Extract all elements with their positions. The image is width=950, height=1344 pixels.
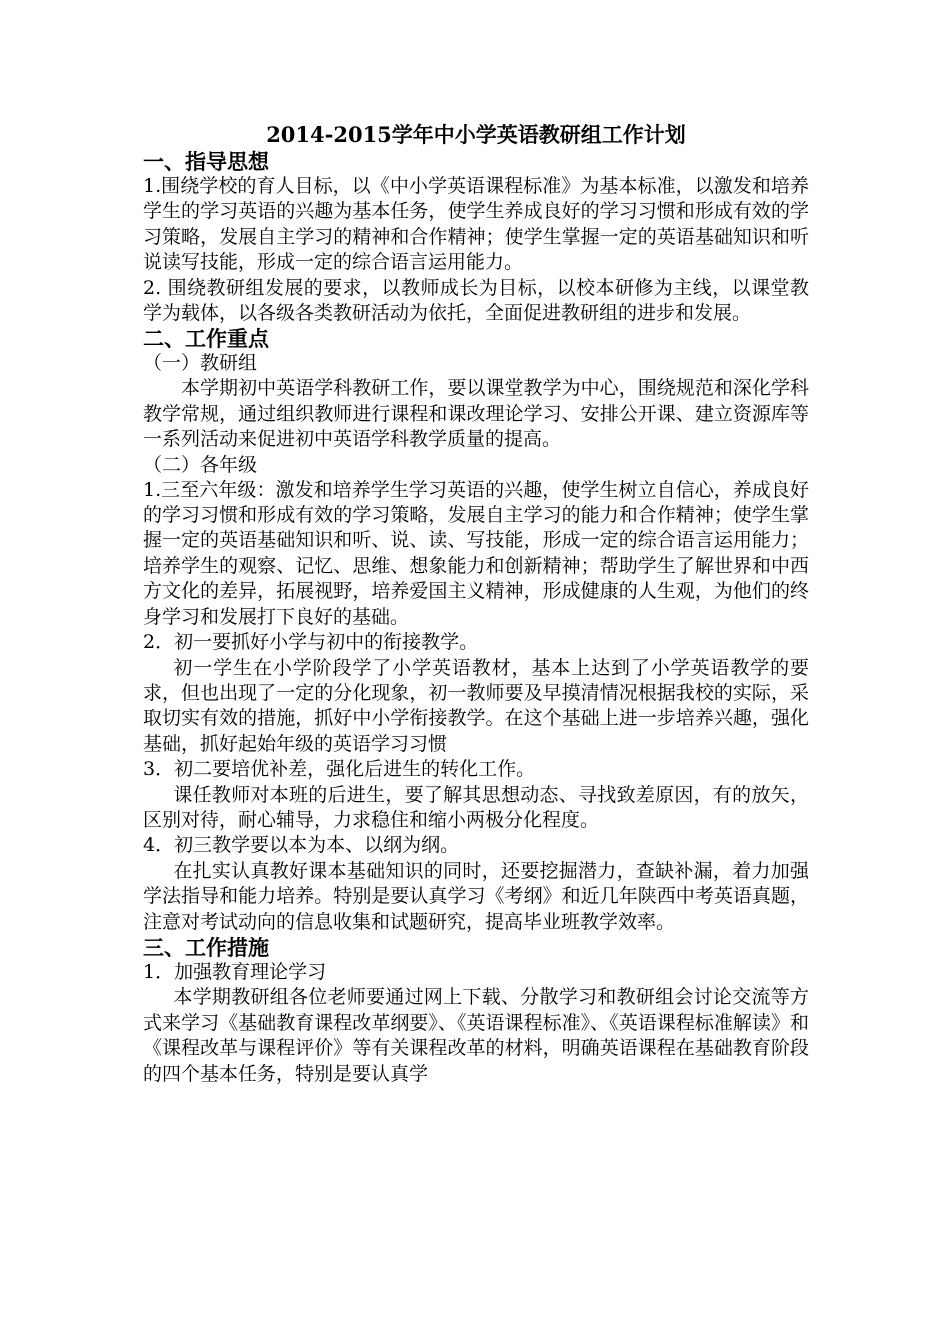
section-heading-guiding-thought: 一、指导思想: [143, 149, 269, 174]
section-heading-work-measures: 三、工作措施: [143, 934, 269, 960]
heading-grade-8: 3．初二要培优补差，强化后进生的转化工作。: [143, 758, 536, 781]
paragraph-grade-8: 课任教师对本班的后进生，要了解其思想动态、寻找致差原因，有的放矢，区别对待，耐心辅导，力求稳住和缩小两极分化程度。: [143, 783, 809, 831]
paragraph-grade-3-6: 1.三至六年级：激发和培养学生学习英语的兴趣，使学生树立自信心，养成良好的学习习惯和形成有效的学习策略，发展自主学习的能力和合作精神；使学生掌握一定的英语基础知识和听、说、读、写技能，形成一定的综合语言运用能力；培养学生的观察、记忆、思维、想象能力和创新精神；帮助学生了解世界和中西方文化的差异，拓展视野，培养爱国主义精神，形成健康的人生观，为他们的终身学习和发展打下良好的基础。: [143, 478, 809, 628]
heading-grade-7: 2．初一要抓好小学与初中的衔接教学。: [143, 631, 479, 654]
paragraph-grade-7: 初一学生在小学阶段学了小学英语教材，基本上达到了小学英语教学的要求，但也出现了一定的分化现象，初一教师要及早摸清情况根据我校的实际，采取切实有效的措施，抓好中小学衔接教学。在这个基础上进一步培养兴趣，强化基础，抓好起始年级的英语学习习惯: [143, 656, 809, 755]
document-page: [143, 121, 809, 1087]
paragraph-guiding-2: 2. 围绕教研组发展的要求，以教师成长为目标，以校本研修为主线，以课堂教学为载体，以各级各类教研活动为依托，全面促进教研组的进步和发展。: [143, 276, 809, 325]
section-heading-work-focus: 二、工作重点: [143, 326, 269, 352]
subheading-teaching-group: （一）教研组: [143, 352, 258, 375]
paragraph-measure-1: 本学期教研组各位老师要通过网上下载、分散学习和教研组会讨论交流等方式来学习《基础教育课程改革纲要》、《英语课程标准》、《英语课程标准解读》和《课程改革与课程评价》等有关课程改革的材料，明确英语课程在基础教育阶段的四个基本任务，特别是要认真学: [143, 986, 809, 1085]
document-title: 2014-2015学年中小学英语教研组工作计划: [266, 122, 686, 147]
heading-grade-9: 4．初三教学要以本为本、以纲为纲。: [143, 834, 460, 857]
paragraph-teaching-group: 本学期初中英语学科教研工作，要以课堂教学为中心，围绕规范和深化学科教学常规，通过组织教师进行课程和课改理论学习、安排公开课、建立资源库等一系列活动来促进初中英语学科教学质量的提高。: [143, 377, 809, 451]
heading-measure-1: 1．加强教育理论学习: [143, 960, 327, 983]
paragraph-grade-9: 在扎实认真教好课本基础知识的同时，还要挖掘潜力，查缺补漏，着力加强学法指导和能力培养。特别是要认真学习《考纲》和近几年陕西中考英语真题，注意对考试动向的信息收集和试题研究，提高毕业班教学效率。: [143, 859, 809, 933]
subheading-grades: （二）各年级: [143, 453, 258, 476]
paragraph-guiding-1: 1.围绕学校的育人目标，以《中小学英语课程标准》为基本标准，以激发和培养学生的学习英语的兴趣为基本任务，使学生养成良好的学习习惯和形成有效的学习策略，发展自主学习的精神和合作精神；使学生掌握一定的英语基础知识和听说读写技能，形成一定的综合语言运用能力。: [143, 175, 809, 274]
